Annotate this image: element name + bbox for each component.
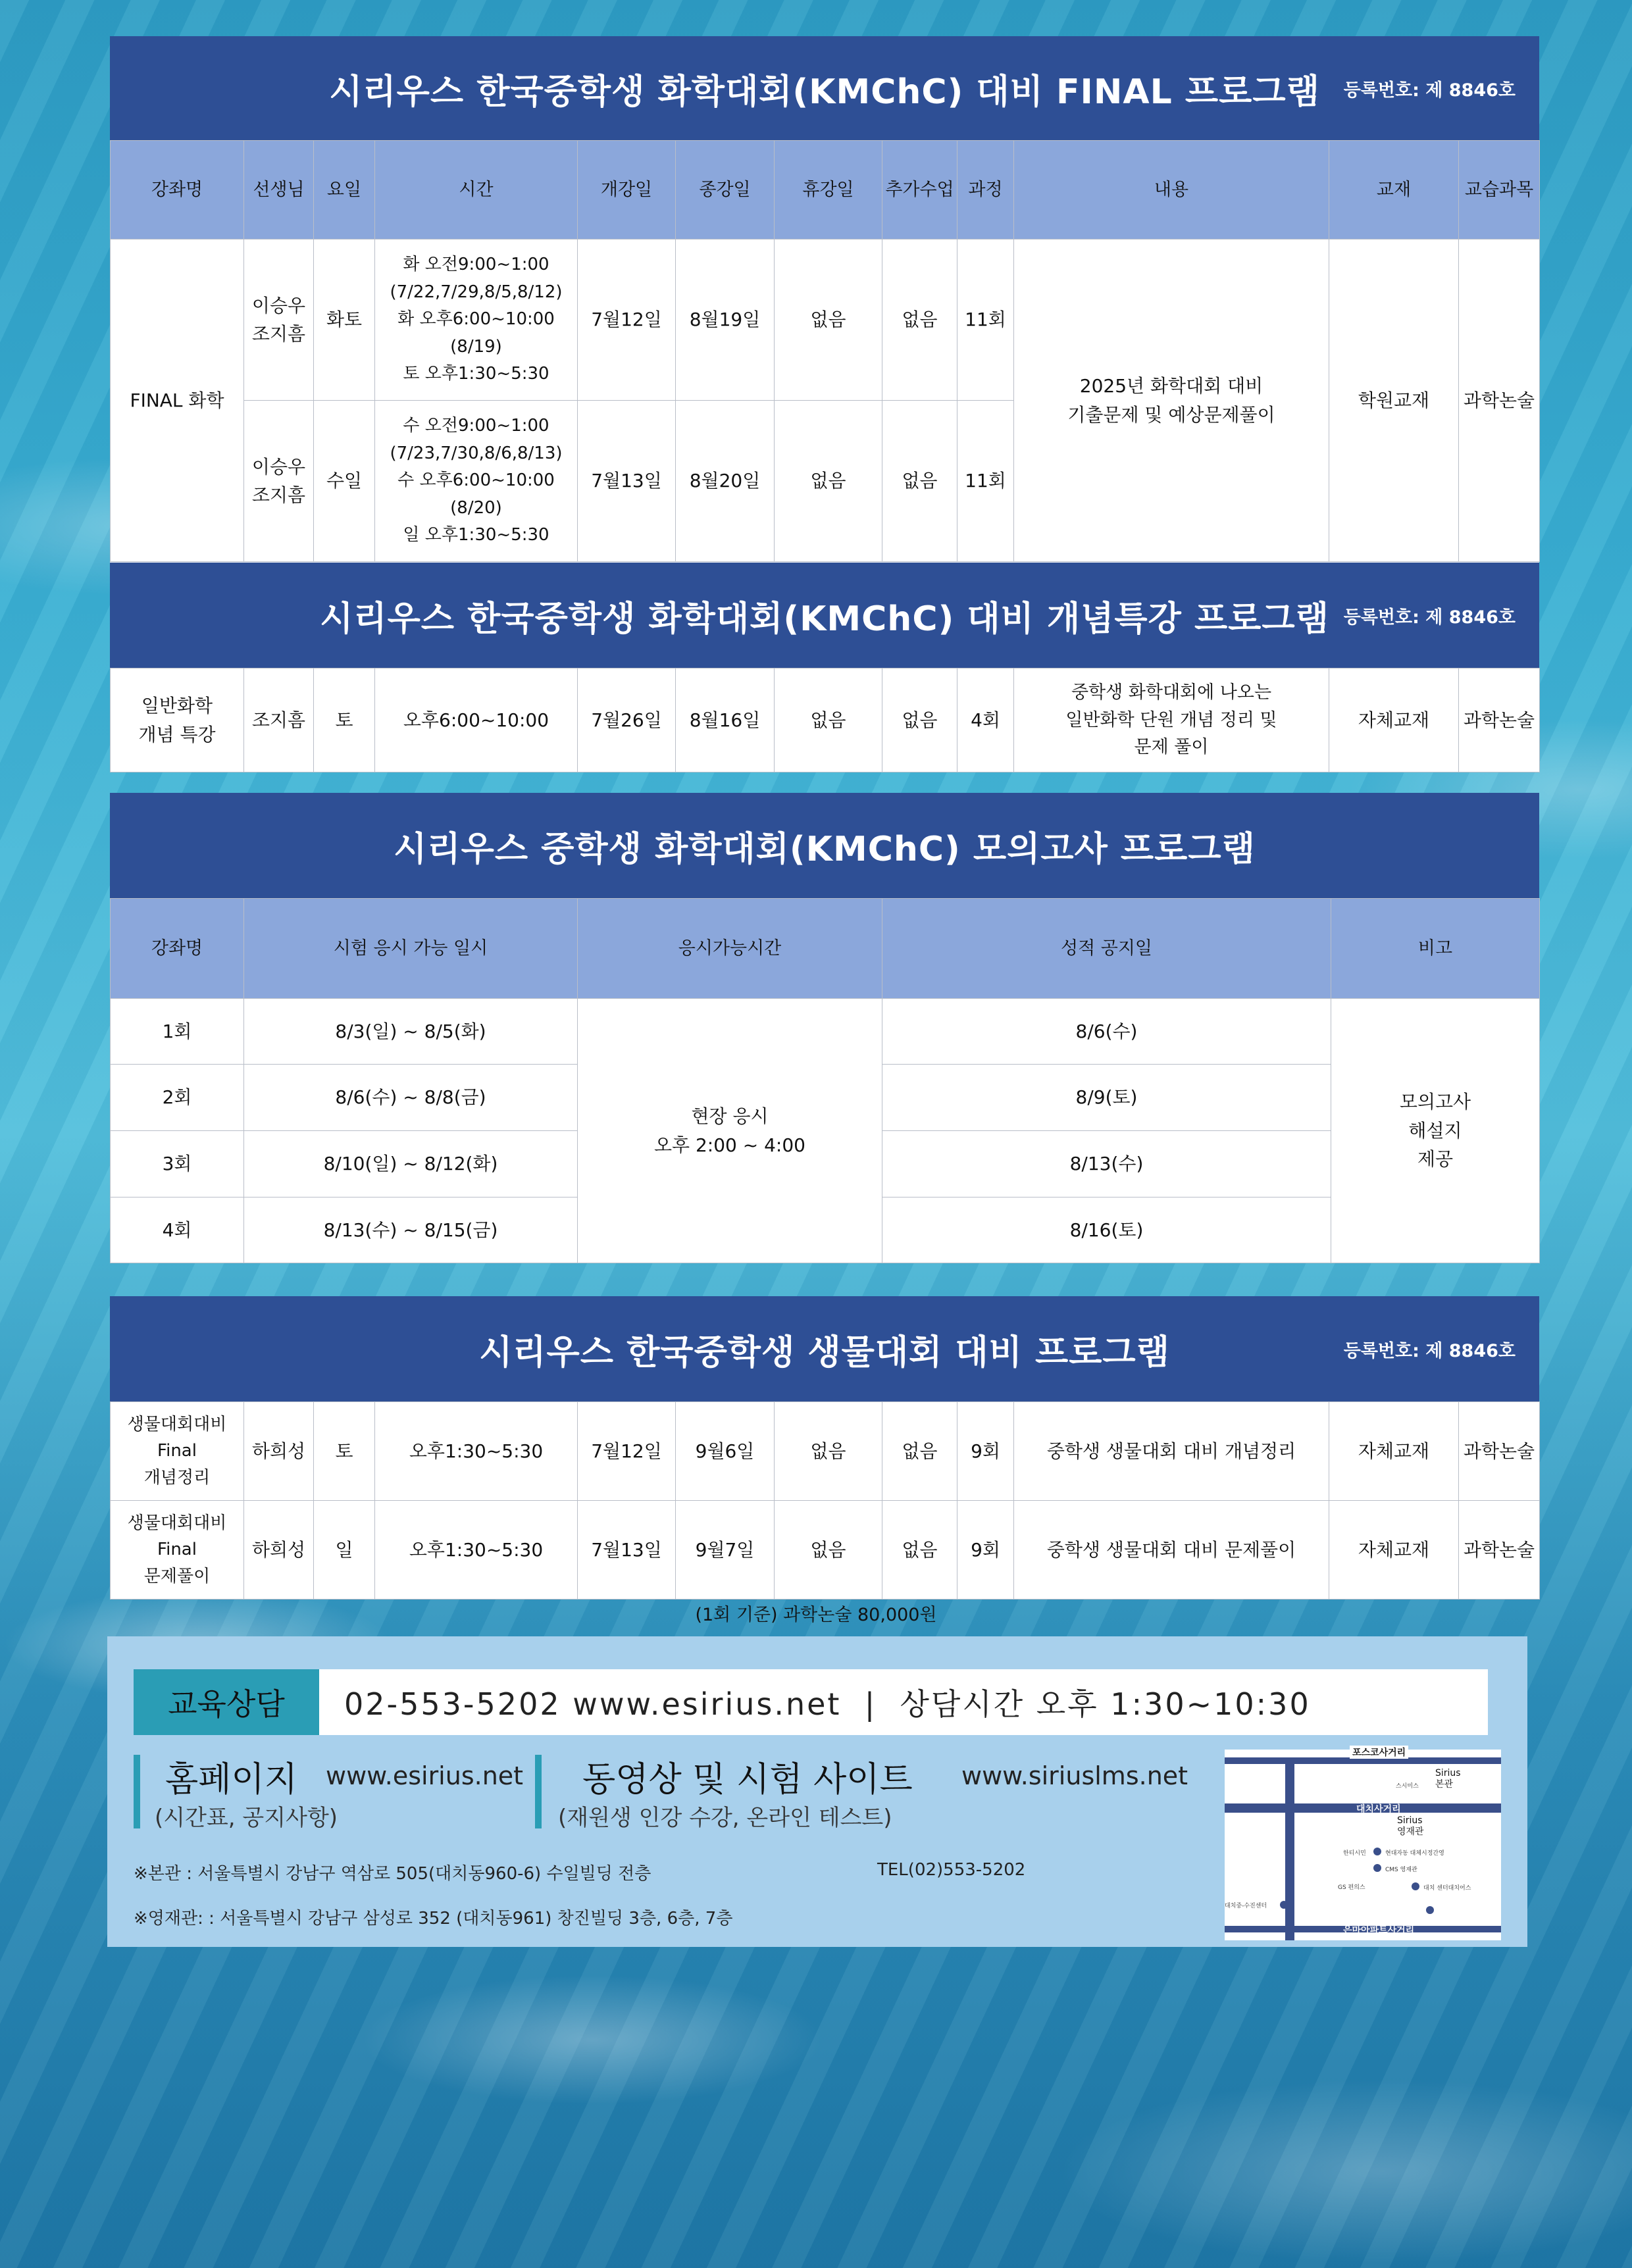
phone-number: TEL(02)553-5202 — [877, 1860, 1026, 1880]
header-cell: 개강일 — [578, 141, 676, 239]
day: 수일 — [314, 401, 375, 562]
textbook: 학원교재 — [1329, 239, 1459, 562]
off-days: 없음 — [775, 401, 882, 562]
registration-number: 등록번호: 제 8846호 — [1343, 1340, 1516, 1361]
session-count: 4회 — [957, 668, 1014, 772]
course-name: FINAL 화학 — [111, 239, 244, 562]
day: 화토 — [314, 239, 375, 401]
textbook: 자체교재 — [1329, 668, 1459, 772]
table-row — [111, 668, 1540, 772]
start-date: 7월13일 — [578, 401, 676, 562]
mock-exam-title-bar — [110, 793, 1539, 898]
map-road-label: 은마아파트사거리 — [1343, 1925, 1415, 1936]
start-date: 7월12일 — [578, 239, 676, 401]
map-road-label: 포스코사거리 — [1350, 1746, 1408, 1759]
consult-label: 교육상담 — [134, 1669, 319, 1735]
header-cell: 종강일 — [676, 141, 775, 239]
exam-round: 1회 — [111, 999, 244, 1065]
exam-dates: 8/13(수) ~ 8/15(금) — [244, 1197, 578, 1263]
end-date: 9월6일 — [676, 1402, 775, 1501]
header-cell: 휴강일 — [775, 141, 882, 239]
map-label: CMS 영재관 — [1385, 1867, 1417, 1873]
header-cell: 교재 — [1329, 141, 1459, 239]
exam-round: 3회 — [111, 1131, 244, 1197]
textbook: 자체교재 — [1329, 1501, 1459, 1600]
end-date: 8월20일 — [676, 401, 775, 562]
result-date: 8/6(수) — [882, 999, 1331, 1065]
bio-program-table — [110, 1401, 1540, 1600]
session-count: 11회 — [957, 401, 1014, 562]
divider-bar — [535, 1755, 542, 1828]
exam-dates: 8/10(일) ~ 8/12(화) — [244, 1131, 578, 1197]
final-program-panel — [110, 36, 1539, 563]
header-cell: 추가수업 — [882, 141, 957, 239]
header-cell: 시간 — [375, 141, 578, 239]
teacher: 하희성 — [244, 1402, 314, 1501]
end-date: 8월16일 — [676, 668, 775, 772]
extra-class: 없음 — [882, 401, 957, 562]
concept-program-panel — [110, 563, 1539, 772]
map-label: 한티시민 — [1343, 1850, 1366, 1857]
header-cell: 과정 — [957, 141, 1014, 239]
map-label: 대치중-수진센터 — [1225, 1903, 1267, 1909]
table-header-row — [111, 899, 1540, 999]
bio-program-title-bar — [110, 1296, 1539, 1401]
final-program-title: 시리우스 한국중학생 화학대회(KMChC) 대비 FINAL 프로그램 — [329, 72, 1320, 112]
content: 중학생 화학대회에 나오는 일반화학 단원 개념 정리 및 문제 풀이 — [1014, 668, 1329, 772]
table-row — [111, 239, 1540, 401]
time: 오후1:30~5:30 — [375, 1501, 578, 1600]
table-row — [111, 1402, 1540, 1501]
header-cell: 응시가능시간 — [578, 899, 882, 999]
table-header-row — [111, 141, 1540, 239]
main-campus-address: ※본관 : 서울특별시 강남구 역삼로 505(대치동960-6) 수일빌딩 전층 — [134, 1864, 651, 1884]
map-sirius-gifted: Sirius 영재관 — [1397, 1815, 1424, 1837]
content: 2025년 화학대회 대비 기출문제 및 예상문제풀이 — [1014, 239, 1329, 562]
map-label: 현대자동 대체시정간영 — [1385, 1850, 1444, 1857]
map-label: 스시미스 — [1396, 1783, 1419, 1790]
header-cell: 성적 공지일 — [882, 899, 1331, 999]
divider-bar — [134, 1755, 140, 1828]
map-label: 대치 센터대치어스 — [1423, 1885, 1471, 1892]
bio-program-title: 시리우스 한국중학생 생물대회 대비 프로그램 — [479, 1332, 1170, 1373]
price-note: (1회 기준) 과학논술 80,000원 — [695, 1605, 937, 1625]
bio-program-panel — [110, 1296, 1539, 1599]
day: 일 — [314, 1501, 375, 1600]
teacher: 이승우 조지흠 — [244, 401, 314, 562]
video-site-title: 동영상 및 시험 사이트 — [582, 1760, 913, 1800]
homepage-sub: (시간표, 공지사항) — [155, 1805, 338, 1831]
table-row — [111, 1501, 1540, 1600]
mock-exam-panel — [110, 793, 1539, 1263]
mock-exam-title: 시리우스 중학생 화학대회(KMChC) 모의고사 프로그램 — [394, 829, 1256, 869]
header-cell: 요일 — [314, 141, 375, 239]
concept-program-title-bar — [110, 563, 1539, 668]
final-program-table — [110, 140, 1540, 562]
content: 중학생 생물대회 대비 개념정리 — [1014, 1402, 1329, 1501]
map-label: GS 편의스 — [1338, 1884, 1365, 1891]
subject: 과학논술 — [1459, 1501, 1540, 1600]
homepage-link[interactable]: www.esirius.net — [326, 1761, 524, 1790]
subject: 과학논술 — [1459, 1402, 1540, 1501]
contact-box — [107, 1636, 1527, 1947]
exam-dates: 8/3(일) ~ 8/5(화) — [244, 999, 578, 1065]
gifted-campus-address: ※영재관: : 서울특별시 강남구 삼성로 352 (대치동961) 창진빌딩 3층, 6층, 7층 — [134, 1909, 733, 1928]
start-date: 7월13일 — [578, 1501, 676, 1600]
time: 오후1:30~5:30 — [375, 1402, 578, 1501]
end-date: 8월19일 — [676, 239, 775, 401]
teacher: 하희성 — [244, 1501, 314, 1600]
start-date: 7월12일 — [578, 1402, 676, 1501]
mock-exam-table — [110, 898, 1540, 1263]
video-site-link[interactable]: www.siriuslms.net — [961, 1761, 1188, 1790]
exam-note: 모의고사 해설지 제공 — [1331, 999, 1540, 1263]
exam-dates: 8/6(수) ~ 8/8(금) — [244, 1065, 578, 1131]
consult-bar — [134, 1669, 1488, 1735]
off-days: 없음 — [775, 1501, 882, 1600]
exam-time: 현장 응시 오후 2:00 ~ 4:00 — [578, 999, 882, 1263]
content: 중학생 생물대회 대비 문제풀이 — [1014, 1501, 1329, 1600]
off-days: 없음 — [775, 1402, 882, 1501]
time: 오후6:00~10:00 — [375, 668, 578, 772]
teacher: 이승우 조지흠 — [244, 239, 314, 401]
time: 화 오전9:00~1:00 (7/22,7/29,8/5,8/12) 화 오후6:00~10:00 (8/19) 토 오후1:30~5:30 — [375, 239, 578, 401]
session-count: 9회 — [957, 1402, 1014, 1501]
session-count: 11회 — [957, 239, 1014, 401]
day: 토 — [314, 668, 375, 772]
extra-class: 없음 — [882, 1501, 957, 1600]
consult-line: 02-553-5202 www.esirius.net | 상담시간 오후 1:30~10:30 — [344, 1686, 1311, 1722]
textbook: 자체교재 — [1329, 1402, 1459, 1501]
location-map — [1225, 1750, 1501, 1940]
course-name: 생물대회대비 Final 개념정리 — [111, 1402, 244, 1501]
exam-round: 2회 — [111, 1065, 244, 1131]
end-date: 9월7일 — [676, 1501, 775, 1600]
registration-number: 등록번호: 제 8846호 — [1343, 80, 1516, 101]
table-row — [111, 999, 1540, 1065]
concept-program-title: 시리우스 한국중학생 화학대회(KMChC) 대비 개념특강 프로그램 — [320, 599, 1329, 639]
time: 수 오전9:00~1:00 (7/23,7/30,8/6,8/13) 수 오후6:00~10:00 (8/20) 일 오후1:30~5:30 — [375, 401, 578, 562]
extra-class: 없음 — [882, 1402, 957, 1501]
header-cell: 내용 — [1014, 141, 1329, 239]
teacher: 조지흠 — [244, 668, 314, 772]
session-count: 9회 — [957, 1501, 1014, 1600]
header-cell: 교습과목 — [1459, 141, 1540, 239]
header-cell: 비고 — [1331, 899, 1540, 999]
header-cell: 선생님 — [244, 141, 314, 239]
registration-number: 등록번호: 제 8846호 — [1343, 607, 1516, 628]
extra-class: 없음 — [882, 239, 957, 401]
off-days: 없음 — [775, 239, 882, 401]
map-sirius-main: Sirius 본관 — [1435, 1768, 1461, 1790]
map-road-label: 대치사거리 — [1356, 1804, 1401, 1815]
subject: 과학논술 — [1459, 239, 1540, 562]
result-date: 8/9(토) — [882, 1065, 1331, 1131]
homepage-title: 홈페이지 — [165, 1760, 297, 1800]
course-name: 일반화학 개념 특강 — [111, 668, 244, 772]
header-cell: 시험 응시 가능 일시 — [244, 899, 578, 999]
concept-program-table — [110, 668, 1540, 772]
header-cell: 강좌명 — [111, 141, 244, 239]
course-name: 생물대회대비 Final 문제풀이 — [111, 1501, 244, 1600]
exam-round: 4회 — [111, 1197, 244, 1263]
off-days: 없음 — [775, 668, 882, 772]
start-date: 7월26일 — [578, 668, 676, 772]
final-program-title-bar — [110, 36, 1539, 140]
result-date: 8/13(수) — [882, 1131, 1331, 1197]
subject: 과학논술 — [1459, 668, 1540, 772]
video-site-sub: (재원생 인강 수강, 온라인 테스트) — [558, 1805, 892, 1831]
day: 토 — [314, 1402, 375, 1501]
result-date: 8/16(토) — [882, 1197, 1331, 1263]
extra-class: 없음 — [882, 668, 957, 772]
header-cell: 강좌명 — [111, 899, 244, 999]
